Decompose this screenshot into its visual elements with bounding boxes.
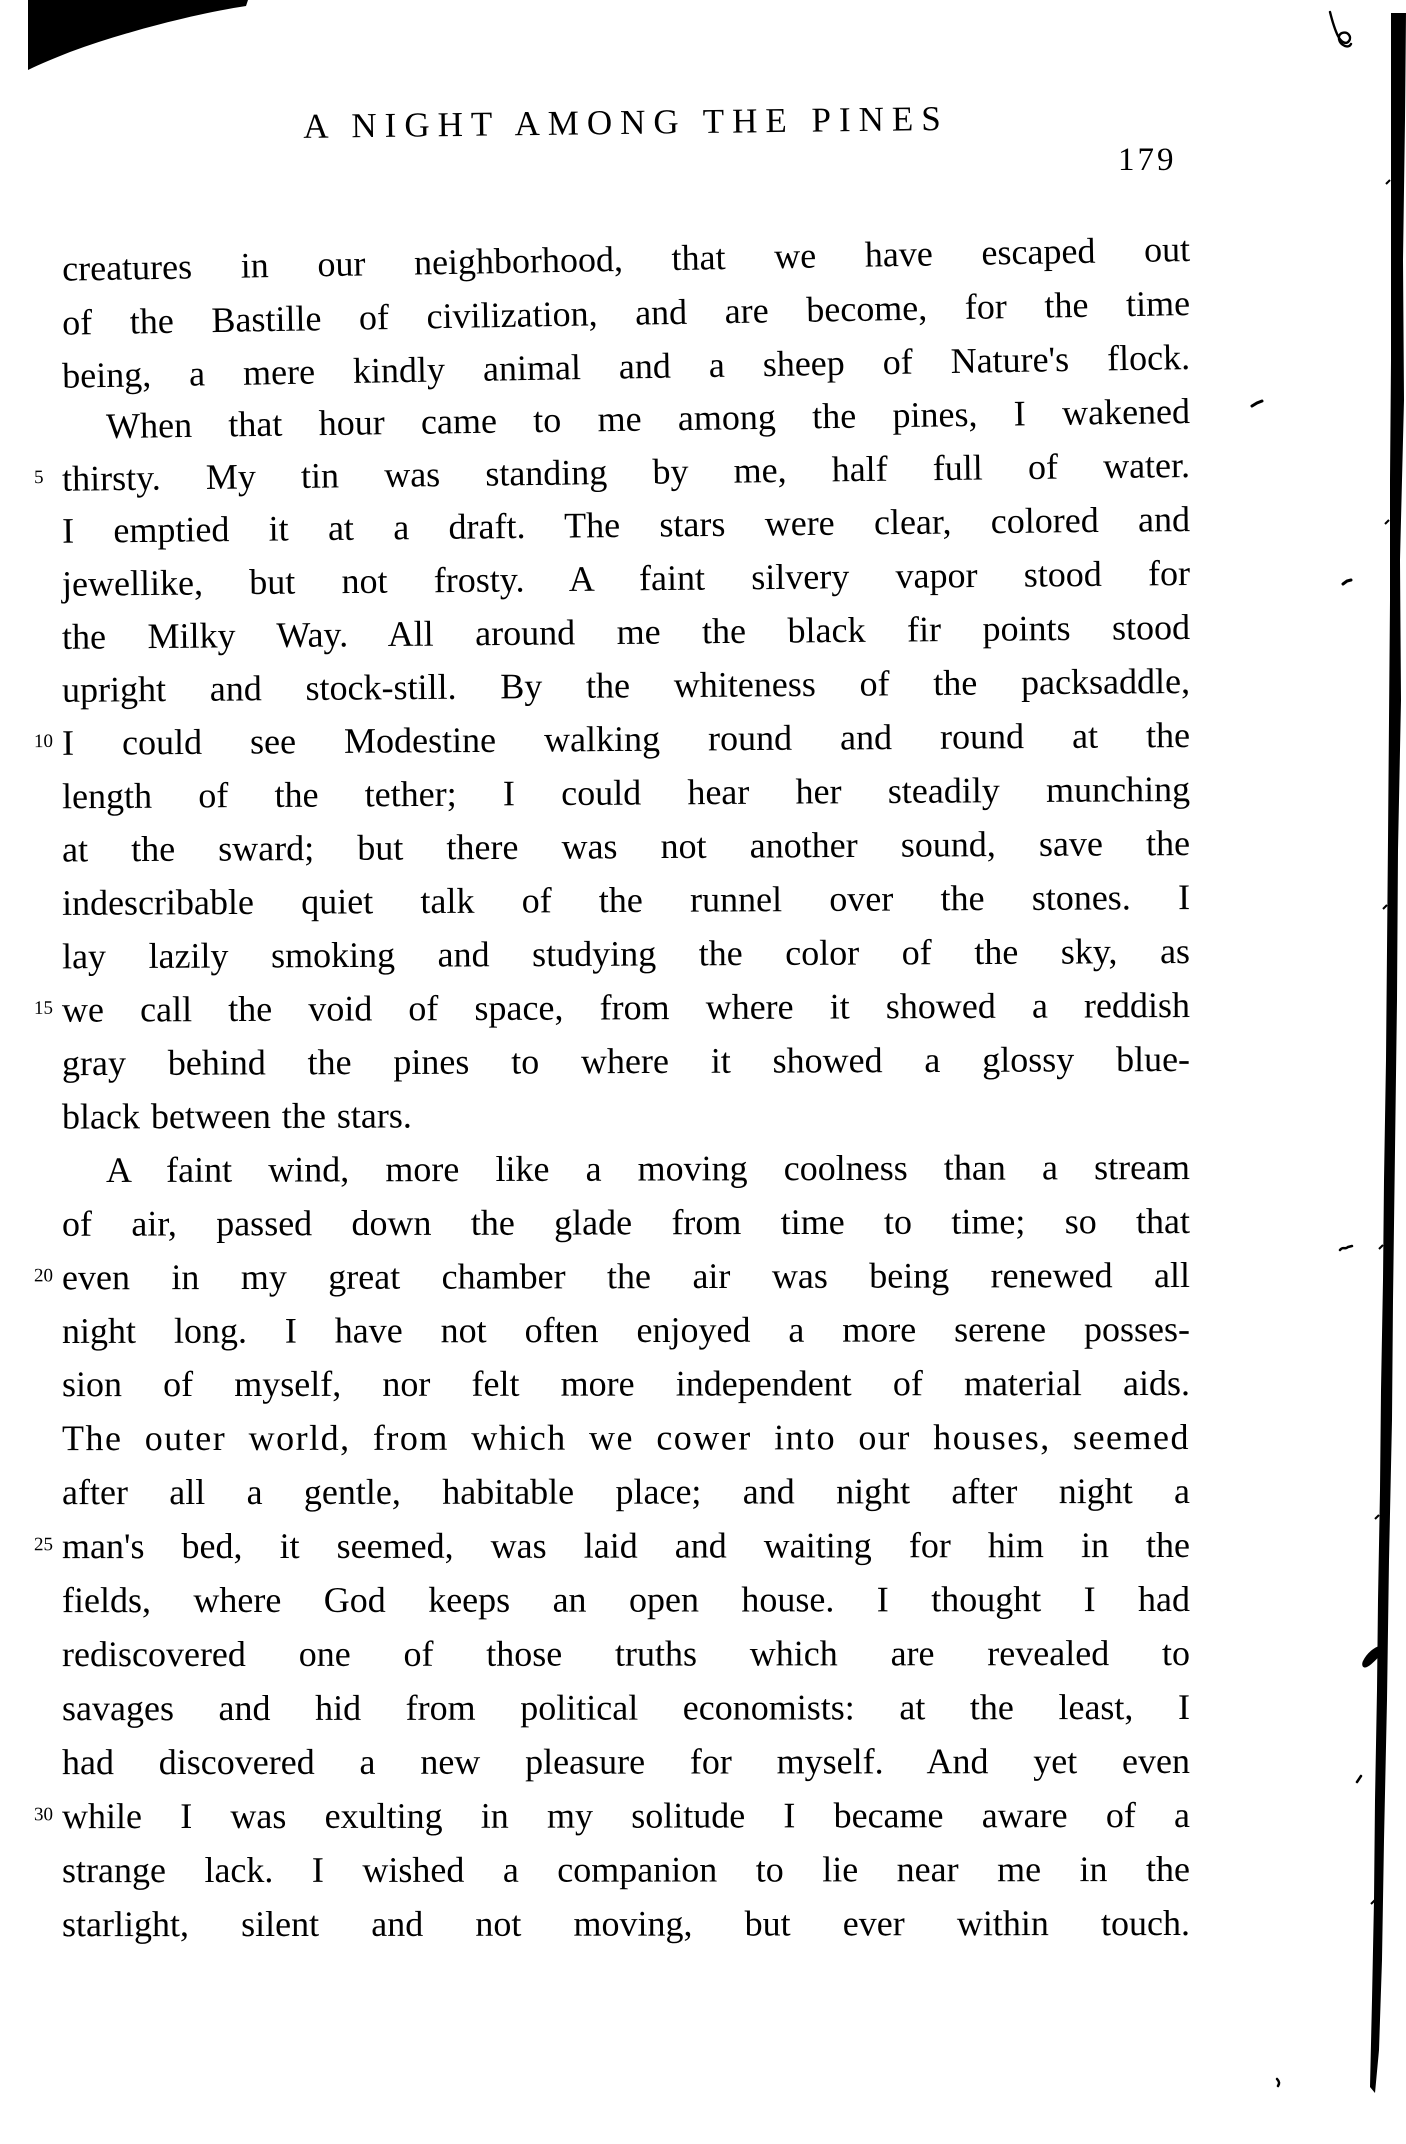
binding-shadow-bar xyxy=(1370,13,1406,2093)
text-line xyxy=(62,762,1190,823)
line-text: starlight, silent and not moving, but ever within touch. xyxy=(61,1903,1191,1945)
line-number: 25 xyxy=(33,1534,54,1556)
text-line xyxy=(33,1248,1191,1304)
line-text: fields, where God keeps an open house. I thought I had xyxy=(61,1579,1191,1621)
text-line xyxy=(62,1896,1190,1951)
text-line xyxy=(62,1734,1190,1789)
line-text: at the sward; but there was not another sound, save the xyxy=(61,823,1191,870)
text-line xyxy=(33,1788,1191,1843)
margin-dash-2 xyxy=(1343,580,1351,584)
line-text: lay lazily smoking and studying the color of the sky, as xyxy=(61,931,1191,977)
text-line xyxy=(62,1680,1190,1735)
line-text: sion of myself, nor felt more independent of material aids. xyxy=(61,1363,1191,1405)
line-text: black between the stars. xyxy=(61,1095,412,1137)
line-text: rediscovered one of those truths which are revealed to xyxy=(61,1633,1191,1675)
text-line xyxy=(62,1140,1190,1197)
text-line xyxy=(62,1032,1190,1090)
line-number: 10 xyxy=(33,730,54,753)
line-text: A faint wind, more like a moving coolness than a stream xyxy=(105,1147,1191,1191)
line-text: When that hour came to me among the pines, I wakened xyxy=(105,391,1191,447)
line-text: indescribable quiet talk of the runnel over the stones. I xyxy=(61,877,1191,923)
text-line xyxy=(62,1626,1190,1681)
handwritten-pen-mark xyxy=(1330,12,1351,46)
binding-bar-ragged-edge xyxy=(1371,180,1390,1904)
margin-tilde xyxy=(1340,1246,1352,1250)
line-text: after all a gentle, habitable place; and night after night a xyxy=(61,1471,1191,1513)
line-number: 20 xyxy=(33,1265,54,1287)
margin-dash-1 xyxy=(1252,401,1262,406)
line-text: we call the void of space, from where it showed a reddish xyxy=(61,985,1191,1030)
line-number: 5 xyxy=(33,467,44,489)
page-corner-blotch xyxy=(28,0,248,70)
line-text: gray behind the pines to where it showed a glossy blue- xyxy=(61,1039,1191,1084)
line-number: 30 xyxy=(33,1804,54,1826)
text-line xyxy=(62,1572,1190,1627)
line-text: strange lack. I wished a companion to lie near me in the xyxy=(61,1849,1191,1891)
line-text: even in my great chamber the air was being renewed all xyxy=(61,1255,1191,1298)
text-line xyxy=(62,600,1190,664)
text-line xyxy=(62,1410,1190,1465)
page-number: 179 xyxy=(1118,142,1177,178)
text-block xyxy=(33,222,1191,1950)
line-text: I could see Modestine walking round and round at the xyxy=(61,715,1191,763)
text-line xyxy=(62,1356,1190,1411)
line-text: while I was exulting in my solitude I became aware of a xyxy=(61,1795,1191,1837)
line-text: night long. I have not often enjoyed a more serene posses- xyxy=(61,1309,1191,1351)
line-text: creatures in our neighborhood, that we have escaped out xyxy=(61,229,1191,289)
line-text: the Milky Way. All around me the black fir points stood xyxy=(61,607,1191,657)
line-text: I emptied it at a draft. The stars were clear, colored and xyxy=(61,499,1191,551)
text-line xyxy=(62,1194,1190,1251)
text-line xyxy=(62,924,1190,983)
running-header-title: A NIGHT AMONG THE PINES xyxy=(303,98,950,146)
text-line xyxy=(62,1086,1190,1144)
text-line xyxy=(33,1518,1191,1573)
text-line xyxy=(33,978,1191,1037)
line-text: upright and stock-still. By the whiteness of the packsaddle, xyxy=(61,661,1191,710)
line-text: being, a mere kindly animal and a sheep of Nature's flock. xyxy=(61,337,1191,396)
text-line xyxy=(62,654,1190,717)
line-text: savages and hid from political economists: at the least, I xyxy=(61,1687,1191,1729)
line-text: of air, passed down the glade from time to time; so that xyxy=(61,1201,1191,1244)
line-text: had discovered a new pleasure for myself. And yet even xyxy=(61,1741,1191,1783)
line-text: jewellike, but not frosty. A faint silvery vapor stood for xyxy=(61,553,1191,604)
margin-tick xyxy=(1357,1776,1361,1782)
text-line xyxy=(62,816,1190,876)
text-line xyxy=(62,1842,1190,1897)
text-line xyxy=(62,1464,1190,1519)
line-text: man's bed, it seemed, was laid and waiting for him in the xyxy=(61,1525,1191,1567)
line-text: thirsty. My tin was standing by me, half full of water. xyxy=(61,445,1191,499)
line-number: 15 xyxy=(33,997,54,1019)
line-text: of the Bastille of civilization, and are become, for the time xyxy=(61,283,1191,343)
margin-comma-speck xyxy=(1277,2079,1279,2086)
text-line xyxy=(33,708,1191,770)
text-line xyxy=(62,1302,1190,1358)
line-text: length of the tether; I could hear her steadily munching xyxy=(61,769,1191,817)
line-text: The outer world, from which we cower into our houses, seemed xyxy=(61,1417,1191,1459)
binding-hook-blob xyxy=(1362,1645,1383,1668)
text-line xyxy=(62,870,1190,930)
